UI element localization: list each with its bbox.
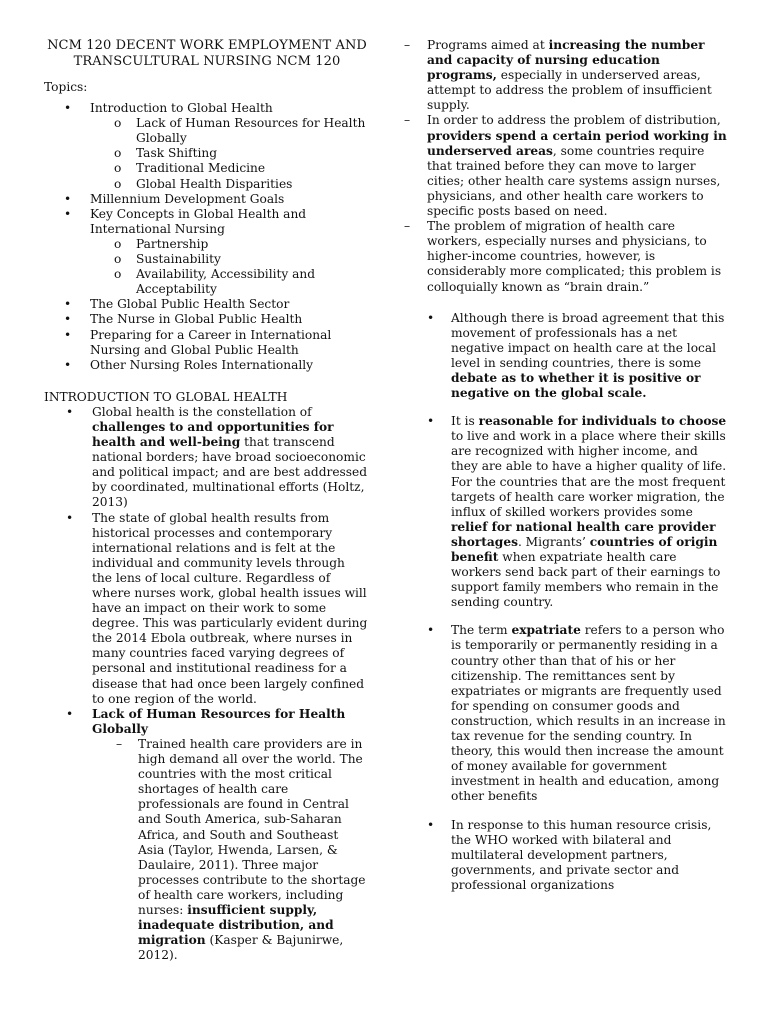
bold-text: increasing the number and capacity of nursing education programs,	[427, 38, 705, 83]
text-run: especially in underserved areas, attempt to address the problem of insufficient supply.	[427, 68, 712, 113]
bullet-paragraph: • In response to this human resource crisis, the WHO worked with bilateral and multilateral development partners, governments, and private sector and professional organizations	[405, 818, 727, 893]
subtopic-list	[90, 237, 368, 297]
left-column	[40, 38, 368, 963]
topic-item	[40, 192, 368, 207]
subtopic-item: o Partnership	[90, 237, 368, 252]
text-run: refers to a person who is temporarily or permanently residing in a country other than that of his or her citizenship. The remittances sent by expatriates or migrants are frequently used for spending on consumer goods and construction, which results in an increase in tax revenue for the sending country. In theory, this would then increase the amount of money available for government investment in health and education, among other benefits	[451, 623, 726, 804]
text-run: . Migrants’	[517, 534, 590, 549]
intro-subheading	[40, 707, 368, 964]
intro-paragraph	[40, 405, 368, 511]
document-title: NCM 120 DECENT WORK EMPLOYMENT AND TRANSCULTURAL NURSING NCM 120	[47, 38, 367, 69]
dash-item	[92, 737, 368, 963]
bold-text: challenges to and opportunities for health and well-being	[92, 419, 334, 450]
bold-text: insufficient supply, inadequate distribution, and migration	[138, 902, 334, 948]
text-run: In order to address the problem of distribution,	[427, 113, 721, 128]
section-heading: INTRODUCTION TO GLOBAL HEALTH	[44, 389, 288, 404]
topics-label: Topics:	[44, 80, 88, 94]
text-run: when expatriate health care workers send back part of their earnings to support family members who remain in the sending country.	[451, 550, 721, 610]
intro-paragraph: • The state of global health results from historical processes and contemporary international relations and is felt at the individual and community levels through the lens of local culture. Regardless of where nurses work, global health issues will have an impact on their work to some degree. This was particularly evident during the 2014 Ebola outbreak, where nurses in many countries faced varying degrees of personal and institutional readiness for a disease that had once been largely confined to one region of the world.	[40, 511, 368, 707]
text-run: Trained health care providers are in high demand all over the world. The countries with the most critical shortages of health care professionals are found in Central and South America, sub-Saharan Africa, and South and Southeast Asia (Taylor, Hwenda, Larsen, & Daulaire, 2011). Three major processes contribute to the shortage of health care workers, including nurses:	[138, 736, 366, 917]
bold-text: countries of origin benefit	[451, 534, 718, 564]
dash-list	[92, 737, 368, 963]
text-run: Programs aimed at	[427, 38, 549, 52]
topic-item	[40, 101, 368, 192]
topic-item	[40, 207, 368, 298]
bullet-paragraph	[405, 623, 727, 804]
text-run: (Kasper & Bajunirwe, 2012).	[138, 933, 344, 963]
text-run: The term	[451, 623, 512, 638]
dash-item	[335, 113, 727, 219]
text-run: It is	[451, 414, 479, 429]
text-run: Although there is broad agreement that this movement of professionals has a net negative impact on health care at the local level in sending countries, there is some	[451, 310, 725, 370]
subtopic-list	[90, 116, 368, 191]
subtopic-item: o Availability, Accessibility and Acceptability	[90, 267, 368, 297]
topic-item	[40, 297, 368, 312]
subtopic-item: o Traditional Medicine	[90, 161, 368, 176]
topic-label: Other Nursing Roles Internationally	[90, 357, 314, 372]
dash-item: – The problem of migration of health care workers, especially nurses and physicians, to higher-income countries, however, is considerably more complicated; this problem is colloquially known as “brain drain.”	[335, 219, 727, 294]
text-run: that transcend national borders; have broad socioeconomic and political impact; and are best addressed by coordinated, multinational efforts (Holtz, 2013)	[92, 435, 368, 510]
topic-label: Key Concepts in Global Health and International Nursing	[90, 206, 307, 236]
dash-list	[335, 38, 727, 295]
dash-item	[335, 38, 727, 113]
right-bullets	[405, 311, 727, 893]
subtopic-item: o Task Shifting	[90, 146, 368, 161]
text-run: Global health is the constellation of	[92, 404, 312, 419]
subtopic-item: o Lack of Human Resources for Health Globally	[90, 116, 368, 146]
topic-label: Introduction to Global Health	[90, 101, 273, 116]
bold-text: expatriate	[511, 623, 581, 638]
topic-label: The Nurse in Global Public Health	[90, 312, 303, 327]
bold-text: debate as to whether it is positive or negative on the global scale.	[451, 370, 701, 401]
topic-label: The Global Public Health Sector	[90, 297, 290, 312]
bold-text: reasonable for individuals to choose	[478, 414, 727, 429]
bullet-paragraph	[405, 311, 727, 402]
topic-label: Millennium Development Goals	[90, 191, 285, 206]
subtopic-item: o Sustainability	[90, 252, 368, 267]
topics-list	[40, 101, 368, 373]
topic-item	[40, 358, 368, 373]
intro-bullets	[40, 405, 368, 963]
right-column	[405, 38, 727, 893]
topic-item	[40, 312, 368, 327]
topic-label: Preparing for a Career in International Nursing and Global Public Health	[90, 327, 332, 357]
text-run: , some countries require that trained before they can move to larger cities; other health care systems assign nurses, physicians, and other health care workers to specific posts based on need.	[427, 143, 721, 219]
bold-heading: Lack of Human Resources for Health Globally	[92, 706, 346, 736]
bullet-paragraph	[405, 414, 727, 610]
topic-item	[40, 328, 368, 358]
text-run: to live and work in a place where their skills are recognized with higher income, and they are able to have a higher quality of life. For the countries that are the most frequent targets of health care worker migration, the influx of skilled workers provides some	[451, 429, 727, 519]
bold-text: providers spend a certain period working in underserved areas	[427, 128, 727, 158]
bold-text: relief for national health care provider shortages	[451, 519, 716, 549]
subtopic-item: o Global Health Disparities	[90, 177, 368, 192]
